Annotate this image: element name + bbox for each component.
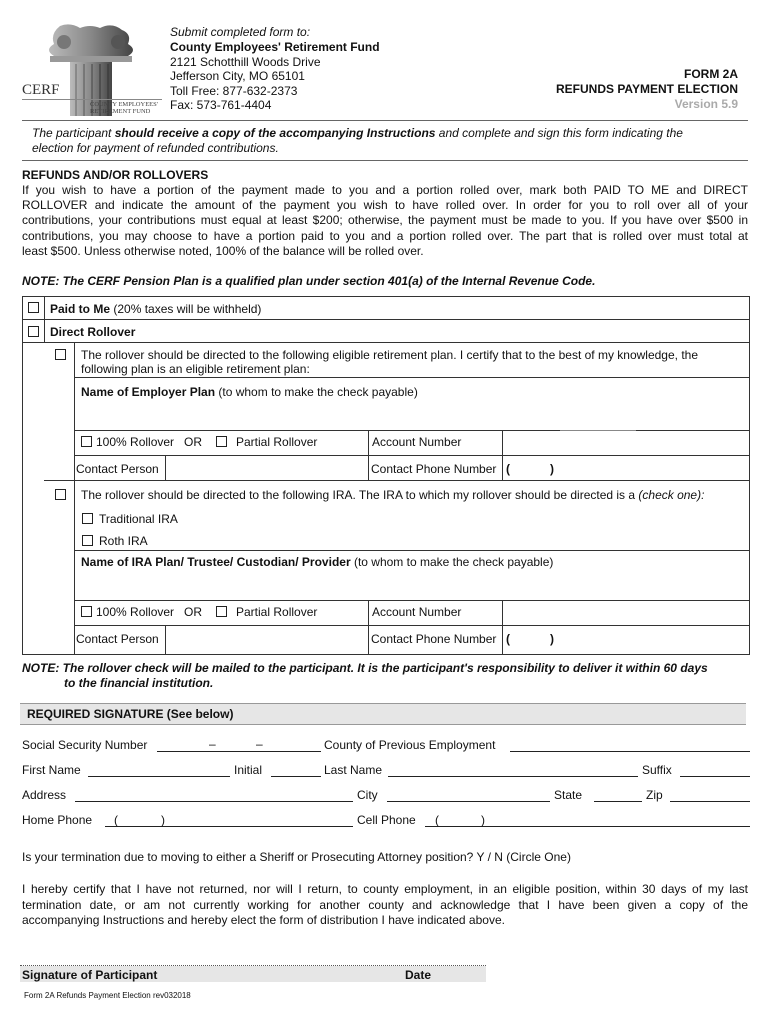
employer-partial-rollover-checkbox[interactable]	[216, 436, 227, 447]
footer-form-id: Form 2A Refunds Payment Election rev032018	[24, 991, 191, 1000]
logo-name-line1: COUNTY EMPLOYEES'	[90, 101, 158, 108]
home-phone-paren-open: (	[114, 813, 118, 827]
home-phone-input[interactable]	[170, 811, 350, 825]
employer-plan-name-input[interactable]	[81, 402, 741, 424]
ira-full-rollover-label: 100% Rollover	[96, 605, 175, 619]
signature-of-participant-label: Signature of Participant	[22, 968, 158, 982]
termination-question: Is your termination due to moving to either a Sheriff or Prosecuting Attorney position? Y / N (Circle One)	[22, 850, 571, 864]
paid-to-me-note: (20% taxes will be withheld)	[110, 302, 262, 316]
employer-phone-paren-close: )	[550, 462, 554, 476]
first-name-label: First Name	[22, 763, 81, 777]
address-line2: Jefferson City, MO 65101	[170, 69, 305, 83]
ira-contact-person-label: Contact Person	[76, 632, 159, 646]
form-title-block	[556, 67, 738, 112]
note-qualified-plan: NOTE: The CERF Pension Plan is a qualified plan under section 401(a) of the Internal Revenue Code.	[22, 274, 596, 288]
employer-account-number-label: Account Number	[372, 435, 462, 449]
first-name-input[interactable]	[88, 761, 230, 775]
employer-phone-paren-open: (	[506, 462, 510, 476]
home-phone-paren-close: )	[161, 813, 165, 827]
employer-full-rollover-checkbox[interactable]	[81, 436, 92, 447]
employer-contact-phone-input[interactable]	[562, 459, 742, 477]
home-phone-label: Home Phone	[22, 813, 93, 827]
date-label: Date	[405, 968, 432, 982]
ira-full-rollover-checkbox[interactable]	[81, 606, 92, 617]
paid-to-me-label-wrap	[50, 302, 261, 316]
ira-account-number-label: Account Number	[372, 605, 462, 619]
refunds-heading: REFUNDS AND/OR ROLLOVERS	[22, 168, 209, 182]
last-name-label: Last Name	[324, 763, 383, 777]
employer-full-rollover-label: 100% Rollover	[96, 435, 175, 449]
suffix-label: Suffix	[642, 763, 672, 777]
county-label: County of Previous Employment	[324, 738, 496, 752]
city-input[interactable]	[387, 786, 550, 800]
paid-to-me-checkbox[interactable]	[28, 302, 39, 313]
ira-checkbox[interactable]	[55, 489, 66, 500]
employer-contact-phone-label: Contact Phone Number	[371, 462, 497, 476]
intro-divider	[22, 160, 748, 161]
employer-partial-rollover-label: Partial Rollover	[236, 435, 318, 449]
ira-plan-name-label: Name of IRA Plan/ Trustee/ Custodian/ Provider (to whom to make the check payable)	[81, 555, 554, 569]
ira-plan-name-input[interactable]	[81, 572, 741, 594]
cell-phone-paren-close: )	[481, 813, 485, 827]
note-rollover-mailing: NOTE: The rollover check will be mailed to the participant. It is the participant's responsibility to deliver it within 60 days to the financial institution.	[22, 661, 708, 690]
county-input[interactable]	[510, 736, 750, 750]
logo-acronym: CERF	[22, 82, 60, 98]
paid-to-me-label: Paid to Me	[50, 302, 111, 316]
roth-ira-label: Roth IRA	[99, 534, 148, 548]
form-version: Version 5.9	[674, 97, 738, 111]
initial-label: Initial	[234, 763, 263, 777]
employer-plan-text: The rollover should be directed to the following eligible retirement plan. I certify that to the best of my knowledge, the following plan is an eligible retirement plan:	[81, 348, 699, 376]
employer-plan-checkbox[interactable]	[55, 349, 66, 360]
direct-rollover-checkbox[interactable]	[28, 326, 39, 337]
suffix-input[interactable]	[680, 761, 750, 775]
fax-number: Fax: 573-761-4404	[170, 98, 272, 112]
ira-phone-paren-close: )	[550, 632, 554, 646]
form-title: REFUNDS PAYMENT ELECTION	[555, 82, 738, 96]
employer-plan-name-label: Name of Employer Plan (to whom to make the check payable)	[81, 385, 418, 399]
cell-phone-paren-open: (	[435, 813, 439, 827]
ssn-input[interactable]	[157, 736, 321, 750]
employer-contact-person-input[interactable]	[169, 459, 364, 477]
header-divider	[22, 120, 748, 121]
ssn-label: Social Security Number	[22, 738, 148, 752]
zip-label: Zip	[646, 788, 663, 802]
ira-or-label: OR	[184, 605, 202, 619]
ira-contact-phone-label: Contact Phone Number	[371, 632, 497, 646]
direct-rollover-label: Direct Rollover	[50, 325, 136, 339]
ssn-dash-2: –	[256, 737, 263, 751]
traditional-ira-label: Traditional IRA	[99, 512, 178, 526]
org-name: County Employees' Retirement Fund	[170, 40, 380, 54]
ira-phone-paren-open: (	[506, 632, 510, 646]
employer-or-label: OR	[184, 435, 202, 449]
submit-to-label: Submit completed form to:	[170, 25, 311, 39]
employer-contact-person-label: Contact Person	[76, 462, 159, 476]
ira-contact-person-input[interactable]	[169, 629, 364, 647]
last-name-input[interactable]	[388, 761, 638, 775]
cell-phone-input[interactable]	[490, 811, 745, 825]
ira-contact-phone-input[interactable]	[562, 629, 742, 647]
roth-ira-checkbox[interactable]	[82, 535, 93, 546]
refunds-paragraph: If you wish to have a portion of the payment made to you and a portion rolled over, mark both PAID TO ME and DIRECT ROLLOVER and indicate the amount of the payment you wish to have rolled over. In order for you to roll over all of your contributions, your contributions must equal at least $200; otherwise, the payment must be made to you. If you have over $500 in contributions, you may choose to have a portion paid to you and a portion rolled over. The part that is rolled over must total at least $500. Unless otherwise noted, 100% of the balance will be rolled over.	[22, 183, 748, 258]
employer-account-number-input[interactable]	[506, 433, 746, 451]
state-input[interactable]	[594, 786, 642, 800]
toll-free-phone: Toll Free: 877-632-2373	[170, 84, 298, 98]
city-label: City	[357, 788, 378, 802]
form-number: FORM 2A	[684, 67, 738, 81]
address-label: Address	[22, 788, 67, 802]
ira-partial-rollover-label: Partial Rollover	[236, 605, 318, 619]
cerf-logo	[20, 22, 162, 116]
ssn-dash-1: –	[209, 737, 216, 751]
address-input[interactable]	[75, 786, 353, 800]
required-signature-heading: REQUIRED SIGNATURE (See below)	[27, 707, 234, 721]
ira-text: The rollover should be directed to the following IRA. The IRA to which my rollover should be directed is a (check one):	[81, 488, 705, 502]
signature-input[interactable]	[22, 945, 402, 963]
intro-text: The participant should receive a copy of the accompanying Instructions and complete and sign this form indicating the election for payment of refunded contributions.	[32, 126, 683, 155]
certification-paragraph: I hereby certify that I have not returned, nor will I return, to county employment, in an eligible position, within 30 days of my last termination date, or am not currently working for another county and acknowledge that I have been given a copy of the accompanying Instructions and hereby elect the form of distribution I have indicated above.	[22, 882, 748, 927]
cell-phone-label: Cell Phone	[357, 813, 416, 827]
traditional-ira-checkbox[interactable]	[82, 513, 93, 524]
ira-partial-rollover-checkbox[interactable]	[216, 606, 227, 617]
state-label: State	[554, 788, 583, 802]
address-line1: 2121 Schotthill Woods Drive	[170, 55, 321, 69]
ira-account-number-input[interactable]	[506, 603, 746, 621]
logo-name-line2: RETIREMENT FUND	[90, 108, 151, 115]
initial-input[interactable]	[271, 761, 321, 775]
zip-input[interactable]	[670, 786, 750, 800]
